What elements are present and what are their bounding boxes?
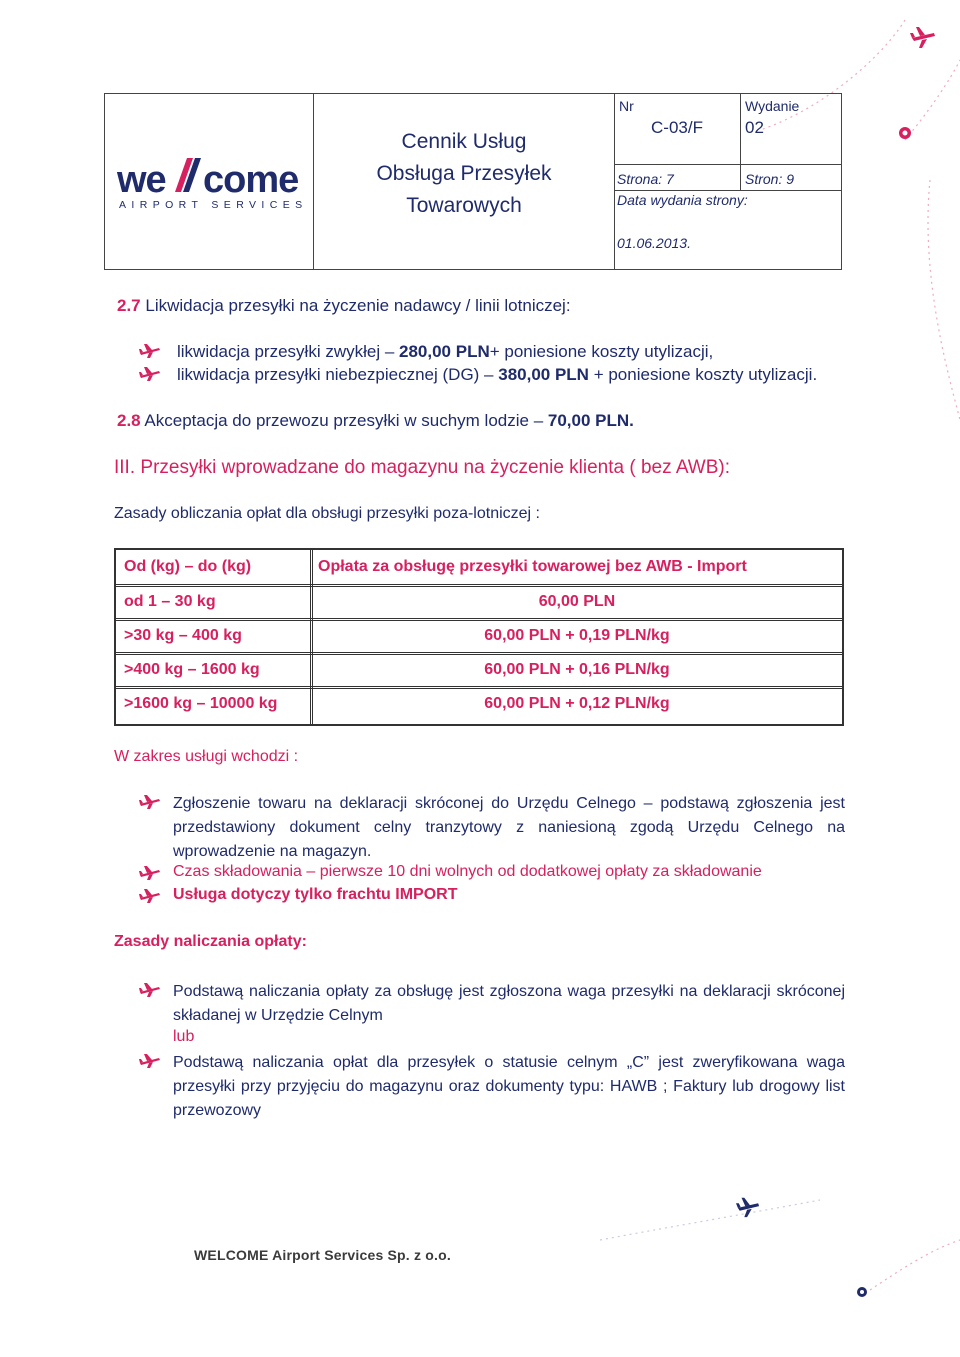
weight-range-cell: >1600 kg – 10000 kg — [124, 695, 278, 712]
airplane-icon — [736, 1195, 760, 1219]
airplane-bullet-icon — [139, 366, 161, 382]
column-header: Od (kg) – do (kg) — [124, 558, 252, 575]
issue-date-label: Data wydania strony: — [617, 192, 748, 208]
table-row — [116, 687, 842, 721]
svg-text:come: come — [203, 159, 299, 201]
airplane-bullet-icon — [139, 1053, 161, 1069]
price-cell: 60,00 PLN + 0,16 PLN/kg — [484, 661, 670, 678]
logo-graphic — [105, 94, 313, 269]
airplane-bullet-icon — [139, 794, 161, 810]
airplane-bullet-icon — [139, 888, 161, 904]
title-line-1: Cennik Usług — [401, 130, 527, 153]
title-line-3: Towarowych — [406, 194, 522, 217]
section-2-8-heading: 2.8 Akceptacja do przewozu przesyłki w suchym lodzie – 70,00 PLN. — [117, 411, 634, 430]
nr-label: Nr — [619, 98, 634, 114]
section-2-7-heading: 2.7 Likwidacja przesyłki na życzenie nadawcy / linii lotniczej: — [117, 296, 571, 315]
airplane-bullet-icon — [139, 343, 161, 359]
list-item: Usługa dotyczy tylko frachtu IMPORT — [173, 886, 458, 903]
page-count: Stron: 9 — [745, 171, 795, 187]
weight-range-cell: >30 kg – 400 kg — [124, 627, 242, 644]
rules-heading: Zasady naliczania opłaty: — [114, 933, 307, 950]
table-row — [116, 619, 842, 653]
price-cell: 60,00 PLN + 0,12 PLN/kg — [484, 695, 670, 712]
section-3-heading: III. Przesyłki wprowadzane do magazynu na życzenie klienta ( bez AWB): — [114, 457, 731, 478]
list-item: Podstawą naliczania opłaty za obsługę jest zgłoszona waga przesyłki na deklaracji skróconej składanej w Urzędzie Celnym — [173, 983, 845, 1024]
list-item: Podstawą naliczania opłat dla przesyłek o statusie celnym „C” jest zweryfikowana waga przesyłki przy przyjęciu do magazynu oraz dokumenty typu: HAWB ; Faktury lub drogowy list przewozowy — [173, 1054, 845, 1119]
issue-date-value: 01.06.2013. — [617, 235, 691, 251]
wydanie-value: 02 — [745, 118, 764, 137]
scope-heading: W zakres usługi wchodzi : — [114, 748, 299, 765]
wydanie-label: Wydanie — [745, 98, 800, 114]
weight-range-cell: od 1 – 30 kg — [124, 593, 216, 610]
nr-value: C-03/F — [651, 118, 703, 137]
price-cell: 60,00 PLN — [538, 593, 616, 610]
svg-text:we: we — [117, 159, 166, 201]
list-item: likwidacja przesyłki niebezpiecznej (DG) – 380,00 PLN + poniesione koszty utylizacji. — [177, 365, 818, 384]
price-table — [114, 548, 844, 726]
footer-company-name: WELCOME Airport Services Sp. z o.o. — [194, 1247, 451, 1263]
list-item: likwidacja przesyłki zwykłej – 280,00 PLN+ poniesione koszty utylizacji, — [177, 342, 714, 361]
price-cell: 60,00 PLN + 0,19 PLN/kg — [484, 627, 670, 644]
airplane-bullet-icon — [139, 865, 161, 881]
title-line-2: Obsługa Przesyłek — [376, 162, 552, 185]
airplane-icon — [910, 24, 936, 50]
column-header: Opłata za obsługę przesyłki towarowej bez AWB - Import — [318, 558, 747, 575]
table-row — [116, 653, 842, 687]
weight-range-cell: >400 kg – 1600 kg — [124, 661, 260, 678]
table-header-row — [116, 550, 842, 584]
document-title — [314, 94, 614, 269]
airplane-bullet-icon — [139, 982, 161, 998]
page-number: Strona: 7 — [617, 171, 674, 187]
document-header — [104, 93, 842, 270]
section-3-subtitle: Zasady obliczania opłat dla obsługi przesyłki poza-lotniczej : — [114, 505, 540, 522]
list-item: Zgłoszenie towaru na deklaracji skróconej do Urzędu Celnego – podstawą zgłoszenia jest przedstawiony dokument celny tranzytowy z naniesioną zgodą Urzędu Celnego na wprowadzenie na magazyn. — [173, 795, 845, 860]
or-label: lub — [173, 1028, 195, 1045]
list-item: Czas składowania – pierwsze 10 dni wolnych od dodatkowej opłaty za składowanie — [173, 863, 762, 880]
svg-text:AIRPORT SERVICES: AIRPORT SERVICES — [119, 199, 308, 211]
table-row — [116, 585, 842, 619]
company-logo — [105, 94, 313, 269]
